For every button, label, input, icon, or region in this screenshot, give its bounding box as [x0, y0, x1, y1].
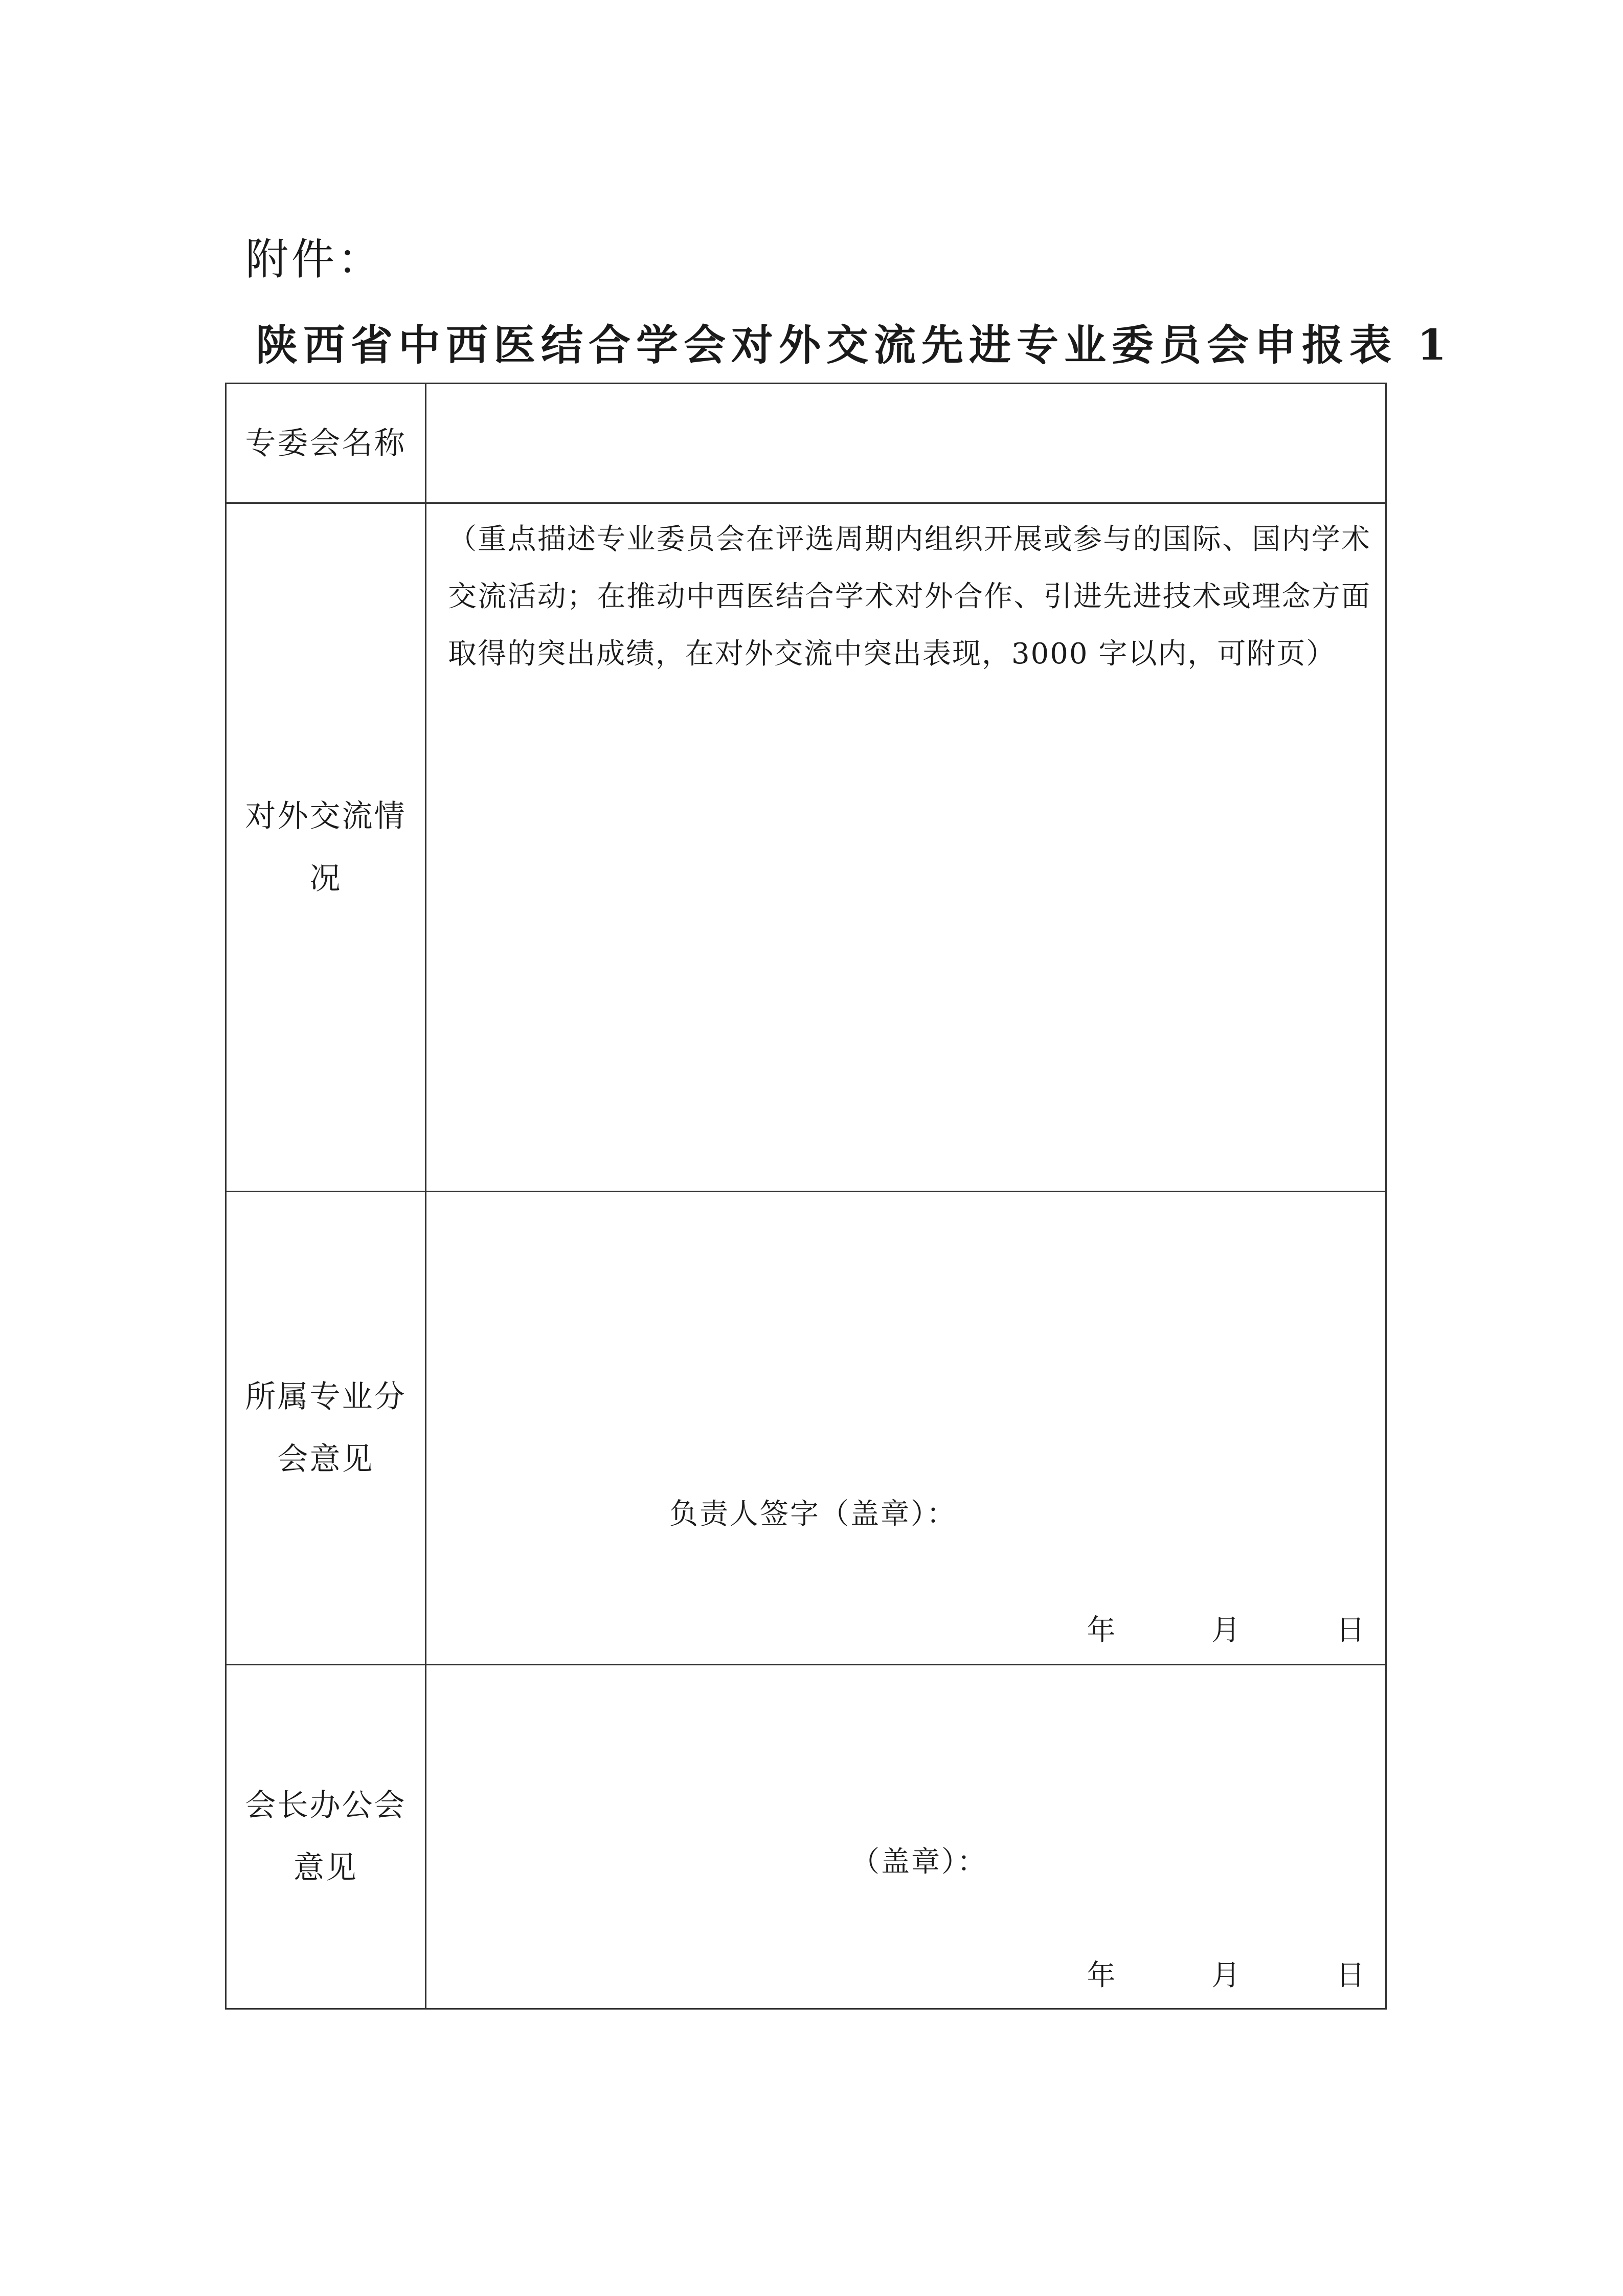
application-form-table [225, 383, 1387, 2010]
branch-date-month: 月 [1211, 1614, 1241, 1647]
exchange-guide-text: （重点描述专业委员会在评选周期内组织开展或参与的国际、国内学术交流活动；在推动中西医结合学术对外合作、引进先进技术或理念方面取得的突出成绩，在对外交流中突出表现，3000 字以内，可附页） [448, 523, 1371, 671]
exchange-label: 对外交流情况 [245, 798, 407, 897]
president-date-month: 月 [1211, 1959, 1241, 1992]
president-date-year: 年 [1087, 1959, 1116, 1992]
attachment-label: 附件： [245, 234, 384, 284]
branch-opinion-field[interactable] [426, 1192, 1386, 1665]
president-date [1087, 1953, 1365, 1994]
president-opinion-label: 会长办公会意见 [245, 1788, 407, 1886]
branch-opinion-label-cell [226, 1192, 426, 1665]
committee-name-label-cell [226, 384, 426, 503]
exchange-label-cell [226, 503, 426, 1192]
branch-date [1087, 1608, 1365, 1648]
president-date-day: 日 [1336, 1959, 1365, 1992]
branch-opinion-label: 所属专业分会意见 [245, 1379, 407, 1477]
exchange-field[interactable] [426, 503, 1386, 1192]
row-branch-opinion [226, 1192, 1386, 1665]
row-president-opinion [226, 1665, 1386, 2009]
row-exchange [226, 503, 1386, 1192]
president-opinion-label-cell [226, 1665, 426, 2009]
branch-date-day: 日 [1336, 1614, 1365, 1647]
form-title: 陕西省中西医结合学会对外交流先进专业委员会申报表 1 [256, 321, 1452, 370]
seal-label: （盖章）： [851, 1845, 987, 1879]
committee-name-field[interactable] [426, 384, 1386, 503]
signature-label: 负责人签字（盖章）： [669, 1498, 957, 1531]
president-opinion-field[interactable] [426, 1665, 1386, 2009]
row-committee-name [226, 384, 1386, 503]
branch-date-year: 年 [1087, 1614, 1116, 1647]
committee-name-label: 专委会名称 [245, 425, 407, 461]
